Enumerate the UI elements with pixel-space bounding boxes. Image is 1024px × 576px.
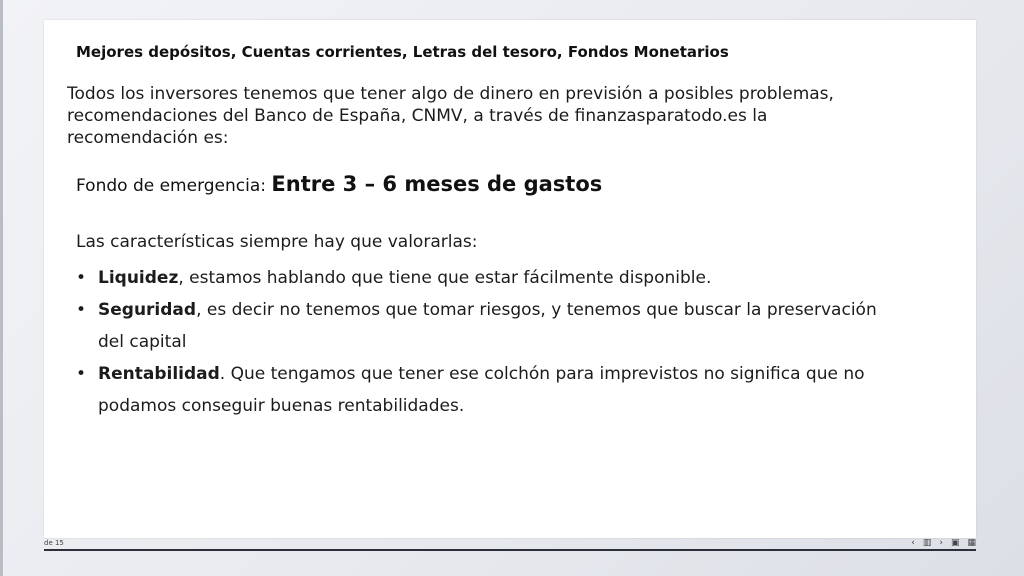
page-indicator: de 15	[44, 539, 64, 547]
characteristics-list	[76, 262, 906, 422]
slide	[44, 20, 976, 538]
emergency-fund-label: Fondo de emergencia:	[76, 176, 272, 196]
bullet-term: Seguridad	[98, 300, 197, 320]
notes-icon[interactable]: ▥	[922, 538, 932, 548]
presentation-controls	[911, 538, 976, 548]
bullet-icon: •	[76, 364, 87, 384]
previous-slide-icon[interactable]: ‹	[911, 538, 915, 548]
bullet-text: , estamos hablando que tiene que estar fácilmente disponible.	[178, 268, 712, 288]
next-slide-icon[interactable]: ›	[939, 538, 943, 548]
list-item	[76, 294, 906, 358]
reading-view-icon[interactable]: ▣	[950, 538, 960, 548]
window-left-edge	[0, 0, 3, 576]
bullet-term: Rentabilidad	[98, 364, 220, 384]
bullet-icon: •	[76, 300, 87, 320]
bullet-text: , es decir no tenemos que tomar riesgos, y tenemos que buscar la preservación del capital	[98, 300, 877, 352]
bullet-term: Liquidez	[98, 268, 179, 288]
emergency-fund-line	[76, 172, 602, 196]
slide-sorter-icon[interactable]: ▦	[967, 538, 976, 548]
bullet-text: . Que tengamos que tener ese colchón para imprevistos no significa que no podamos conseguir buenas rentabilidades.	[98, 364, 865, 416]
intro-paragraph: Todos los inversores tenemos que tener algo de dinero en previsión a posibles problemas, recomendaciones del Banco de España, CNMV, a través de finanzasparatodo.es la recomendación es:	[67, 84, 834, 148]
list-item	[76, 262, 906, 294]
slide-title: Mejores depósitos, Cuentas corrientes, Letras del tesoro, Fondos Monetarios	[76, 43, 729, 61]
bullet-icon: •	[76, 268, 87, 288]
emergency-fund-value: Entre 3 – 6 meses de gastos	[271, 172, 603, 196]
progress-bar	[44, 549, 976, 551]
characteristics-intro: Las características siempre hay que valorarlas:	[76, 232, 478, 252]
list-item	[76, 358, 906, 422]
